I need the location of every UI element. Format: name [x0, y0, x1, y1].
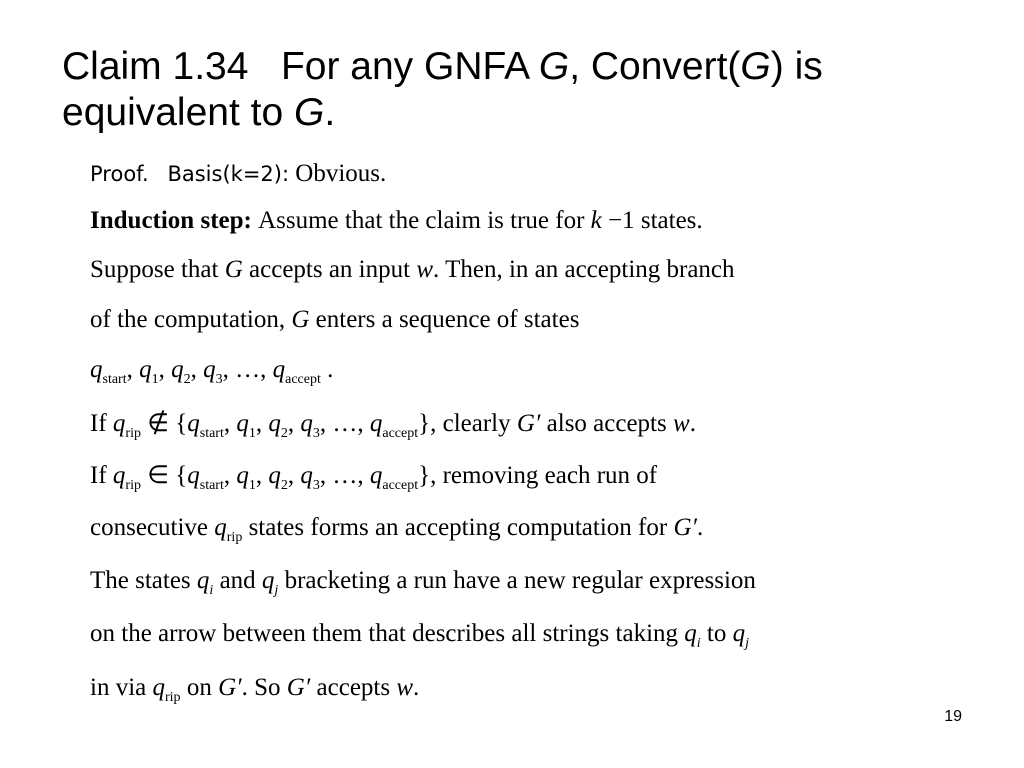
text: . Then, in an accepting branch [433, 256, 735, 283]
math-sep: …, [332, 462, 370, 489]
math-sep: …, [235, 356, 273, 383]
math-var: q [214, 514, 227, 541]
math-var: q [171, 356, 184, 383]
subscript: start [102, 372, 127, 387]
page-number: 19 [944, 708, 962, 725]
math-sep: , [287, 410, 301, 437]
math-var: q [300, 410, 313, 437]
text: }, clearly [418, 410, 517, 437]
title-line-2 [62, 90, 982, 136]
math-sep: , [319, 410, 333, 437]
text: enters a sequence of states [309, 306, 580, 333]
subscript: rip [226, 530, 243, 545]
math-var: q [187, 462, 200, 489]
math-var: q [203, 356, 216, 383]
math-var: w [673, 410, 690, 437]
math-var: q [90, 356, 103, 383]
subscript: accept [285, 372, 321, 387]
title-line-1 [62, 44, 982, 90]
math-sep: , [223, 410, 237, 437]
proof-line-8 [90, 514, 704, 545]
proof-line-5 [90, 356, 334, 387]
title-text: equivalent to [62, 91, 295, 134]
text: consecutive [90, 514, 215, 541]
text: bracketing a run have a new regular expression [278, 567, 756, 594]
math-sep: . [413, 674, 420, 701]
subscript: 1 [151, 372, 159, 387]
math-var: G′ [673, 514, 697, 541]
math-sep: { [169, 410, 188, 437]
math-var: q [112, 462, 126, 489]
proof-line-9 [90, 567, 756, 598]
math-var: G [291, 306, 310, 333]
math-sep: , [126, 356, 140, 383]
math-var: q [261, 567, 275, 594]
subscript: j [745, 636, 750, 651]
proof-line-basis [90, 160, 386, 188]
math-sep: , [319, 462, 333, 489]
subscript: 3 [215, 372, 223, 387]
text: of the computation, [90, 306, 292, 333]
math-var: G [224, 256, 243, 283]
math-var: q [369, 462, 383, 489]
math-sep: , [223, 462, 237, 489]
math-var: q [369, 410, 383, 437]
math-sep: …, [332, 410, 370, 437]
proof-line-11 [90, 674, 420, 705]
text: and [213, 567, 262, 594]
subscript: accept [382, 426, 419, 441]
subscript: 1 [248, 426, 256, 441]
proof-line-4 [90, 306, 579, 334]
math-var: G′ [286, 674, 311, 701]
text: on [180, 674, 219, 701]
basis-label: Basis(k=2): [167, 162, 290, 186]
math-sep: , [222, 356, 236, 383]
math-var: q [268, 462, 281, 489]
math-var: q [684, 620, 697, 647]
math-var: w [396, 674, 414, 701]
induction-label: Induction step: [90, 207, 252, 234]
title-text: For any GNFA [280, 45, 539, 88]
text: . So [241, 674, 287, 701]
math-var: G′ [218, 674, 242, 701]
math-sep: , [255, 462, 269, 489]
math-var: k [590, 207, 602, 234]
title-var: G [740, 45, 771, 88]
math-sep: { [169, 462, 188, 489]
math-var: q [272, 356, 286, 383]
subscript: 3 [312, 426, 320, 441]
in-symbol: ∈ [147, 462, 169, 489]
text: in via [90, 674, 153, 701]
math-sep: , [190, 356, 204, 383]
text: on the arrow between them that describes all strings taking [90, 620, 685, 647]
text: to [700, 620, 733, 647]
proof-line-induction [90, 207, 703, 235]
text: also accepts [540, 410, 673, 437]
math-var: q [268, 410, 281, 437]
text: accepts [310, 674, 397, 701]
subscript: i [209, 583, 214, 598]
text: Suppose that [90, 256, 225, 283]
math-var: q [152, 674, 165, 701]
subscript: j [274, 583, 279, 598]
math-var: q [139, 356, 152, 383]
subscript: accept [382, 478, 419, 493]
math-var: q [236, 462, 249, 489]
text: If [90, 462, 113, 489]
subscript: start [199, 478, 224, 493]
subscript: rip [125, 426, 141, 441]
math-var: w [416, 256, 434, 283]
math-sep: . [327, 356, 334, 383]
text: Assume that the claim is true for [258, 207, 591, 234]
math-var: q [236, 410, 249, 437]
text: −1 states. [601, 207, 703, 234]
subscript: 3 [312, 478, 320, 493]
text: accepts an input [242, 256, 417, 283]
title-text: ) is [770, 45, 823, 88]
proof-line-6 [90, 408, 696, 441]
proof-label: Proof. [90, 162, 149, 186]
math-var: q [300, 462, 313, 489]
proof-line-3 [90, 256, 735, 284]
proof-line-10 [90, 620, 750, 651]
subscript: i [696, 636, 701, 651]
subscript: start [199, 426, 224, 441]
title-var: G [538, 45, 570, 88]
basis-text: Obvious. [295, 160, 387, 187]
not-in-symbol: ∉ [147, 410, 169, 437]
title-text: , Convert( [569, 45, 741, 88]
subscript: rip [125, 478, 141, 493]
slide-title [62, 44, 982, 136]
math-sep: , [287, 462, 301, 489]
title-text: . [324, 91, 336, 134]
math-sep: . [689, 410, 696, 437]
title-var: G [294, 91, 325, 134]
text: The states [90, 567, 197, 594]
subscript: 2 [280, 426, 288, 441]
math-sep: , [158, 356, 172, 383]
subscript: 2 [280, 478, 288, 493]
subscript: 2 [183, 372, 191, 387]
text: }, removing each run of [418, 462, 658, 489]
proof-line-7 [90, 460, 658, 493]
math-var: q [196, 567, 210, 594]
math-var: G′ [516, 410, 541, 437]
text: states forms an accepting computation for [242, 514, 674, 541]
text: If [90, 410, 113, 437]
math-sep: , [255, 410, 269, 437]
math-sep: . [696, 514, 704, 541]
math-var: q [732, 620, 746, 647]
math-var: q [112, 410, 126, 437]
math-var: q [187, 410, 200, 437]
subscript: rip [165, 690, 181, 705]
claim-number: Claim 1.34 [62, 45, 249, 88]
subscript: 1 [248, 478, 256, 493]
